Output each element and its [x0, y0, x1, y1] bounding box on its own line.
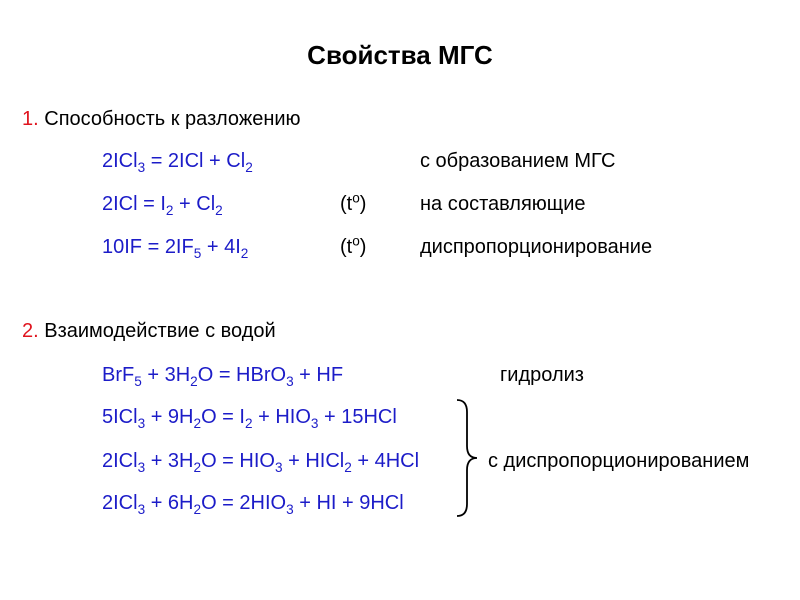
- equation-2-2: $5ICl_3 + 9H_2O = I_2 + HIO_3 + 15HCl$: [102, 406, 397, 431]
- group-note: с диспропорционированием: [488, 450, 750, 472]
- section-1-title: Способность к разложению: [44, 108, 301, 130]
- equation-1-1: $2ICl_3 = 2ICl + Cl_2$: [102, 150, 253, 175]
- section-2-number: 2.: [22, 320, 39, 342]
- section-1-heading: [22, 108, 301, 131]
- equation-1-2-note: на составляющие: [420, 193, 586, 215]
- equation-1-2: $2ICl = I_2 + Cl_2$: [102, 193, 223, 218]
- equation-1-2-condition: $(t^o)$: [340, 190, 367, 215]
- section-2-heading: [22, 320, 276, 343]
- page-title: Свойства МГС: [307, 40, 493, 70]
- equation-2-1-note: гидролиз: [500, 364, 584, 386]
- section-2-title: Взаимодействие с водой: [44, 320, 276, 342]
- equation-2-1: $BrF_5 + 3H_2O$ = HBrO$_3$ + HF: [102, 364, 344, 389]
- equation-1-3-condition: $(t^o)$: [340, 233, 367, 258]
- section-1-number: 1.: [22, 108, 39, 130]
- equation-2-3: $2ICl_3 + 3H_2O = HIO_3$ + HICl$_2$ + 4HCl: [102, 450, 420, 475]
- equation-1-3-note: диспропорционирование: [420, 236, 653, 258]
- equation-1-1-note: с образованием МГС: [420, 150, 616, 172]
- equation-1-3: $10IF = 2IF_5 + 4I_2$: [102, 236, 249, 261]
- curly-brace-icon: [455, 398, 479, 518]
- equation-2-4: $2ICl_3 + 6H_2O = 2HIO_3$ + HI + 9HCl: [102, 492, 404, 517]
